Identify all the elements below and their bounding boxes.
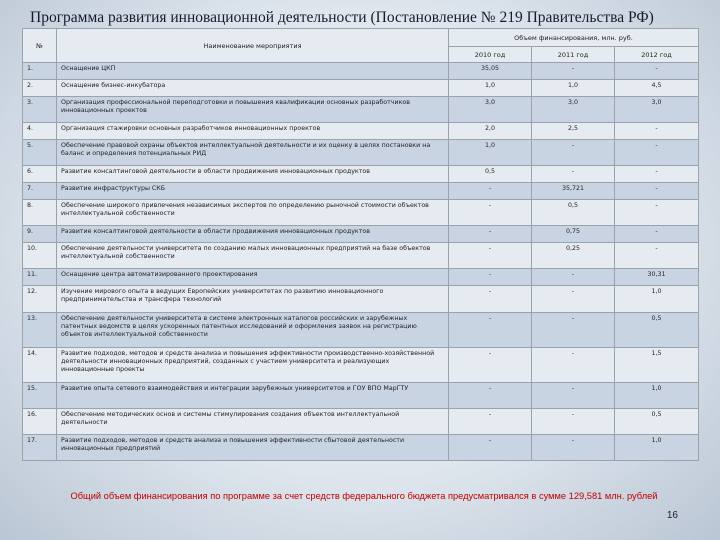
row-number: 5.	[23, 140, 57, 166]
row-value-2010: 0,5	[449, 166, 532, 183]
row-number: 12.	[23, 286, 57, 313]
table-row	[23, 140, 699, 166]
row-activity-name: Развитие инфраструктуры СКБ	[57, 183, 449, 200]
row-activity-name: Обеспечение деятельности университета по созданию малых инновационных предприятий на базе объектов интеллектуальной собственности	[57, 243, 449, 269]
row-activity-name: Оснащение центра автоматизированного проектирования	[57, 269, 449, 286]
row-value-2010: -	[449, 200, 532, 226]
table-row	[23, 80, 699, 97]
row-value-2012: -	[615, 243, 699, 269]
row-number: 4.	[23, 123, 57, 140]
row-value-2010: 1,0	[449, 140, 532, 166]
row-number: 10.	[23, 243, 57, 269]
row-value-2011: -	[532, 269, 615, 286]
row-value-2011: -	[532, 313, 615, 348]
row-number: 15.	[23, 383, 57, 409]
row-value-2011: 0,25	[532, 243, 615, 269]
row-number: 14.	[23, 348, 57, 383]
row-value-2012: -	[615, 200, 699, 226]
row-number: 6.	[23, 166, 57, 183]
row-activity-name: Развитие консалтинговой деятельности в области продвижения инновационных продуктов	[57, 226, 449, 243]
table-row	[23, 97, 699, 123]
row-number: 8.	[23, 200, 57, 226]
header-funding: Объем финансирования, млн. руб.	[449, 29, 699, 47]
table-row	[23, 286, 699, 313]
row-value-2010: -	[449, 435, 532, 461]
row-value-2011: 0,75	[532, 226, 615, 243]
footer-note: Общий объем финансирования по программе за счет средств федерального бюджета предусматривался в сумме 129,581 млн. рублей	[70, 491, 658, 501]
row-value-2011: 3,0	[532, 97, 615, 123]
row-number: 3.	[23, 97, 57, 123]
row-number: 1.	[23, 63, 57, 80]
row-value-2010: -	[449, 383, 532, 409]
row-value-2012: 1,0	[615, 383, 699, 409]
row-number: 13.	[23, 313, 57, 348]
funding-table	[22, 28, 699, 461]
table-row	[23, 409, 699, 435]
row-value-2011: -	[532, 286, 615, 313]
row-value-2012: -	[615, 140, 699, 166]
row-activity-name: Изучение мирового опыта в ведущих Европейских университетах по развитию инновационного предпринимательства и трансфера технологий	[57, 286, 449, 313]
row-number: 11.	[23, 269, 57, 286]
row-value-2012: -	[615, 226, 699, 243]
row-value-2010: -	[449, 409, 532, 435]
row-value-2012: -	[615, 123, 699, 140]
row-value-2010: 3,0	[449, 97, 532, 123]
row-activity-name: Обеспечение деятельности университета в системе электронных каталогов российских и зарубежных патентных ведомств в целях ускоренных патентных исследований и оформления заявок на регистрацию объектов интеллектуальной собственности	[57, 313, 449, 348]
row-activity-name: Обеспечение методических основ и системы стимулирования создания объектов интеллектуальной деятельности	[57, 409, 449, 435]
row-activity-name: Оснащение бизнес-инкубатора	[57, 80, 449, 97]
header-num: №	[23, 29, 57, 63]
header-year-2012: 2012 год	[615, 47, 699, 63]
header-year-2011: 2011 год	[532, 47, 615, 63]
row-value-2012: 3,0	[615, 97, 699, 123]
row-value-2010: -	[449, 313, 532, 348]
row-number: 7.	[23, 183, 57, 200]
row-value-2010: -	[449, 243, 532, 269]
row-value-2011: -	[532, 435, 615, 461]
table-row	[23, 435, 699, 461]
row-value-2010: -	[449, 286, 532, 313]
table-row	[23, 269, 699, 286]
row-activity-name: Развитие подходов, методов и средств анализа и повышения эффективности сбытовой деятельности инновационных предприятий	[57, 435, 449, 461]
row-activity-name: Организация стажировки основных разработчиков инновационных проектов	[57, 123, 449, 140]
row-value-2011: 0,5	[532, 200, 615, 226]
row-activity-name: Развитие опыта сетевого взаимодействия и интеграции зарубежных университетов и ГОУ ВПО МарГТУ	[57, 383, 449, 409]
page-number: 16	[666, 510, 678, 521]
row-value-2011: -	[532, 63, 615, 80]
row-value-2011: -	[532, 140, 615, 166]
table-row	[23, 200, 699, 226]
row-value-2012: 30,31	[615, 269, 699, 286]
table-row	[23, 383, 699, 409]
table-row	[23, 63, 699, 80]
row-number: 16.	[23, 409, 57, 435]
row-value-2011: 2,5	[532, 123, 615, 140]
row-number: 9.	[23, 226, 57, 243]
row-activity-name: Обеспечение правовой охраны объектов интеллектуальной деятельности и их оценку в целях постановки на баланс и определения потенциальных РИД	[57, 140, 449, 166]
row-activity-name: Развитие консалтинговой деятельности в области продвижения инновационных продуктов	[57, 166, 449, 183]
row-value-2012: -	[615, 63, 699, 80]
row-value-2010: 1,0	[449, 80, 532, 97]
row-activity-name: Оснащение ЦКП	[57, 63, 449, 80]
row-value-2010: -	[449, 269, 532, 286]
row-value-2010: 2,0	[449, 123, 532, 140]
row-value-2012: 4,5	[615, 80, 699, 97]
row-value-2012: 0,5	[615, 409, 699, 435]
row-number: 17.	[23, 435, 57, 461]
table-body	[23, 63, 699, 461]
row-value-2012: 1,0	[615, 435, 699, 461]
row-activity-name: Организация профессиональной переподготовки и повышения квалификации основных разработчиков инновационных проектов	[57, 97, 449, 123]
row-value-2011: -	[532, 348, 615, 383]
table-row	[23, 183, 699, 200]
row-value-2012: 0,5	[615, 313, 699, 348]
row-value-2012: -	[615, 183, 699, 200]
row-value-2011: -	[532, 166, 615, 183]
row-value-2011: 1,0	[532, 80, 615, 97]
row-value-2011: -	[532, 383, 615, 409]
row-activity-name: Обеспечение широкого привлечения независимых экспертов по определению рыночной стоимости объектов интеллектуальной собственности	[57, 200, 449, 226]
row-activity-name: Развитие подходов, методов и средств анализа и повышения эффективности производственно-хозяйственной деятельности инновационных предприятий, созданных с участием университета и реализующих инновационные проекты	[57, 348, 449, 383]
row-value-2010: -	[449, 226, 532, 243]
row-value-2012: 1,0	[615, 286, 699, 313]
row-value-2012: 1,5	[615, 348, 699, 383]
table-row	[23, 243, 699, 269]
header-name: Наименование мероприятия	[57, 29, 449, 63]
row-value-2012: -	[615, 166, 699, 183]
table-row	[23, 123, 699, 140]
row-value-2011: -	[532, 409, 615, 435]
row-value-2010: -	[449, 183, 532, 200]
table-row	[23, 348, 699, 383]
table-row	[23, 313, 699, 348]
table-row	[23, 166, 699, 183]
table-row	[23, 226, 699, 243]
row-value-2010: 35,05	[449, 63, 532, 80]
header-year-2010: 2010 год	[449, 47, 532, 63]
row-value-2011: 35,721	[532, 183, 615, 200]
page-title: Программа развития инновационной деятельности (Постановление № 219 Правительства РФ)	[30, 9, 654, 26]
row-value-2010: -	[449, 348, 532, 383]
row-number: 2.	[23, 80, 57, 97]
